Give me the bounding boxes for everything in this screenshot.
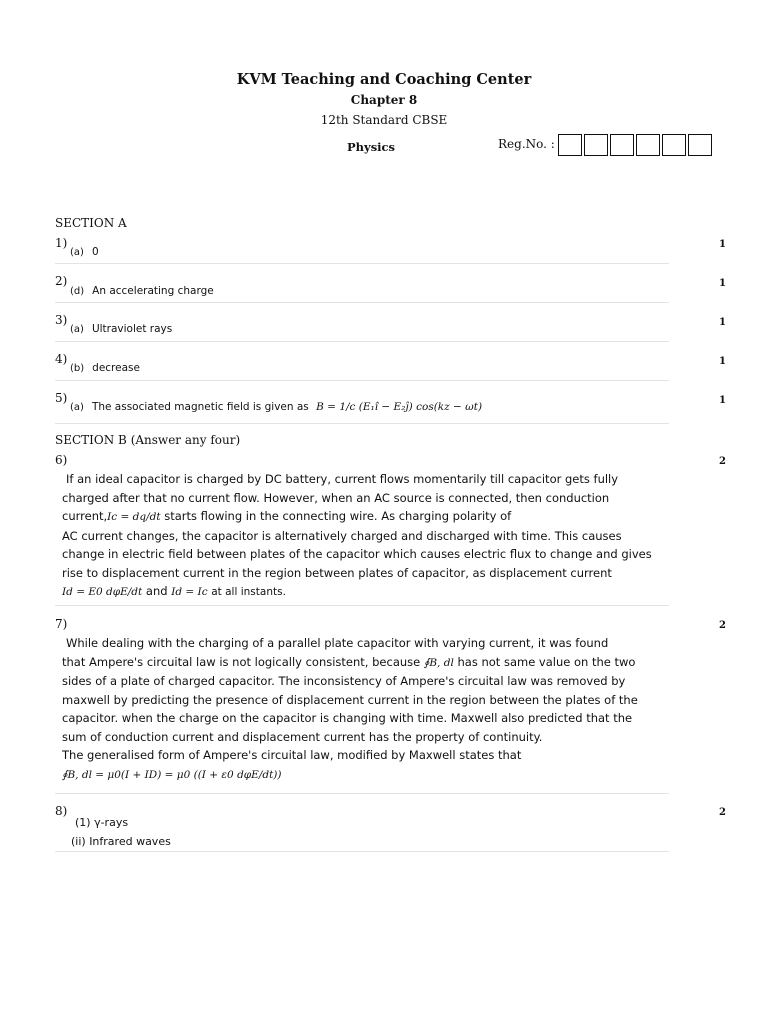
text-line: sides of a plate of charged capacitor. The inconsistency of Ampere's circuital law was removed by — [62, 674, 626, 688]
text-line — [62, 582, 662, 602]
reg-box — [558, 134, 582, 156]
reg-no-label: Reg.No. : — [498, 137, 555, 151]
formula: Id = Ic — [171, 586, 208, 598]
divider — [55, 380, 669, 381]
answer-text: decrease — [92, 362, 140, 374]
reg-box — [610, 134, 634, 156]
answer-option: (a) — [70, 324, 84, 335]
section-b-heading: SECTION B (Answer any four) — [55, 433, 241, 447]
reg-box — [636, 134, 660, 156]
formula: Ic = dq/dt — [107, 511, 161, 523]
formula: ∮B, dl — [423, 656, 454, 669]
question-number: 1) — [55, 236, 68, 250]
reg-no-boxes — [558, 134, 714, 156]
text: at all instants. — [211, 586, 286, 598]
answer — [70, 246, 99, 258]
page-title: KVM Teaching and Coaching Center — [236, 71, 532, 88]
text-line: (ii) Infrared waves — [71, 834, 171, 848]
question-number: 6) — [55, 453, 68, 467]
text: that Ampere's circuital law is not logically consistent, because — [62, 654, 421, 669]
text: has not same value on the two — [457, 654, 636, 669]
text-line — [62, 653, 662, 673]
text-line: capacitor. when the charge on the capacitor is changing with time. Maxwell also predicted that the — [62, 711, 633, 725]
marks: 2 — [719, 807, 726, 818]
divider — [55, 793, 669, 794]
answer-option: (a) — [70, 402, 84, 413]
chapter-label: Chapter 8 — [350, 93, 418, 107]
answer-text: The associated magnetic field is given as — [91, 401, 309, 413]
reg-box — [584, 134, 608, 156]
answer — [70, 401, 482, 413]
text-line — [62, 765, 662, 785]
answer — [70, 323, 172, 335]
marks: 1 — [719, 239, 726, 250]
answer-paragraph — [71, 814, 671, 851]
divider — [55, 341, 669, 342]
marks: 1 — [719, 395, 726, 406]
text: starts flowing in the connecting wire. As charging polarity of — [164, 509, 512, 523]
answer-paragraph — [62, 634, 662, 784]
question-number: 2) — [55, 274, 68, 288]
marks: 1 — [719, 317, 726, 328]
question-number: 7) — [55, 617, 68, 631]
divider — [55, 302, 669, 303]
text-line: sum of conduction current and displacement current has the property of continuity. — [62, 729, 543, 744]
marks: 1 — [719, 356, 726, 367]
formula: ∮B, dl = μ0(I + ID) = μ0 ((I + ε0 dφE/dt)) — [62, 768, 282, 781]
question-number: 3) — [55, 313, 68, 327]
answer-text: An accelerating charge — [92, 285, 214, 297]
text-line: rise to displacement current in the region between plates of capacitor, as displacement current — [62, 565, 612, 580]
subject-label: Physics — [347, 140, 396, 154]
answer-option: (b) — [70, 363, 85, 374]
text-line: If an ideal capacitor is charged by DC battery, current flows momentarily till capacitor gets fully — [66, 472, 619, 486]
divider — [55, 263, 669, 264]
answer — [70, 362, 140, 374]
answer-paragraph — [62, 470, 662, 602]
divider — [55, 851, 669, 852]
formula: B = 1/c (E₁î − E₂ĵ) cos(kz − ωt) — [316, 401, 483, 413]
divider — [55, 605, 669, 606]
text: and — [145, 584, 168, 598]
divider — [55, 423, 669, 424]
reg-box — [662, 134, 686, 156]
text-line: change in electric field between plates of the capacitor which causes electric flux to change and gives — [62, 547, 652, 561]
standard-label: 12th Standard CBSE — [320, 113, 448, 127]
question-number: 4) — [55, 352, 68, 366]
text-line: maxwell by predicting the presence of displacement current in the region between the plates of the — [62, 692, 638, 707]
marks: 1 — [719, 278, 726, 289]
answer-text: 0 — [91, 246, 99, 258]
text-line: (1) γ-rays — [75, 816, 129, 829]
text: current, — [62, 509, 108, 523]
answer-option: (a) — [70, 247, 84, 258]
question-number: 8) — [55, 804, 68, 818]
formula: Id = E0 dφE/dt — [62, 586, 143, 598]
text-line: AC current changes, the capacitor is alternatively charged and discharged with time. This causes — [62, 528, 622, 543]
answer — [70, 285, 214, 297]
text-line: The generalised form of Ampere's circuital law, modified by Maxwell states that — [62, 748, 522, 762]
answer-text: Ultraviolet rays — [91, 323, 173, 335]
text-line: While dealing with the charging of a parallel plate capacitor with varying current, it was found — [66, 636, 609, 650]
text-line — [62, 507, 662, 527]
section-a-heading: SECTION A — [55, 216, 127, 230]
answer-option: (d) — [70, 286, 85, 297]
question-number: 5) — [55, 391, 68, 405]
reg-box — [688, 134, 712, 156]
marks: 2 — [719, 456, 726, 467]
text-line: charged after that no current flow. However, when an AC source is connected, then conduction — [62, 490, 610, 505]
marks: 2 — [719, 620, 726, 631]
